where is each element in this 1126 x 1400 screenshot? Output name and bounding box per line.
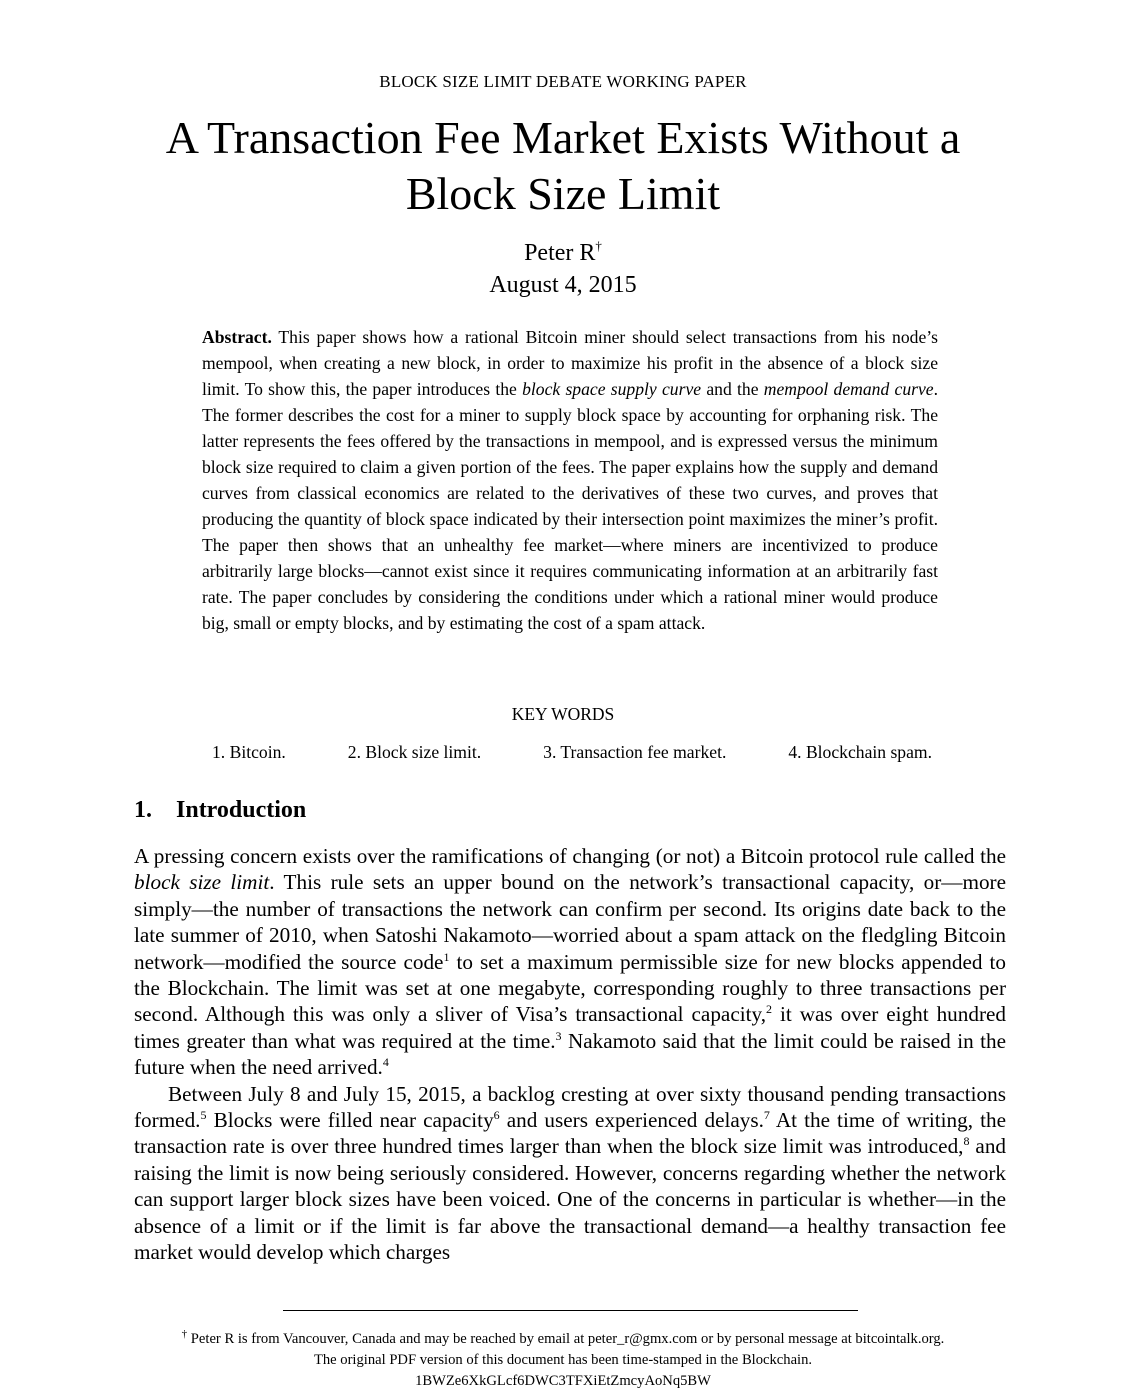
section-number: 1. <box>134 797 152 823</box>
footnote-timestamp: The original PDF version of this document has been time-stamped in the Blockchain. <box>313 1351 813 1368</box>
author-name: Peter R <box>524 240 596 266</box>
section-heading <box>134 797 306 824</box>
section-title: Introduction <box>176 797 307 823</box>
text-run: it was over eight hundred times greater than what was required at the time. <box>134 1002 1006 1053</box>
paragraph <box>134 1081 1006 1266</box>
text-run: Blocks were filled near capacity <box>206 1108 494 1133</box>
keywords-heading: KEY WORDS <box>511 704 615 724</box>
footnote-author <box>0 1324 1126 1350</box>
body-text <box>134 843 1006 1266</box>
text-run: Between July 8 and July 15, 2015, a backlog cresting at over sixty thousand pending transactions formed. <box>134 1081 1006 1133</box>
text-run: to set a maximum permissible size for new blocks appended to the Blockchain. The limit was set at one megabyte, corresponding roughly to three transactions per second. Although this was only a sliver of Visa’s transactional capacity, <box>134 949 1006 1027</box>
italic-term: block size limit <box>134 870 270 895</box>
publication-date: August 4, 2015 <box>489 272 637 298</box>
footnote-divider <box>283 1310 858 1311</box>
running-header: BLOCK SIZE LIMIT DEBATE WORKING PAPER <box>379 72 747 91</box>
keywords-list <box>212 742 932 763</box>
footnotes <box>0 1324 1126 1392</box>
abstract-text: . The former describes the cost for a miner to supply block space by accounting for orphaning risk. The latter represents the fees offered by the transactions in mempool, and is expressed versus the minimum block size required to claim a given portion of the fees. The paper explains how the supply and demand curves from classical economics are related to the derivatives of these two curves, and proves that producing the quantity of block space indicated by their intersection point maximizes the miner’s profit. The paper then shows that an unhealthy fee market—where miners are incentivized to produce arbitrarily large blocks—cannot exist since it requires communicating information at an arbitrarily fast rate. The paper concludes by considering the conditions under which a rational miner would produce big, small or empty blocks, and by estimating the cost of a spam attack. <box>202 379 938 633</box>
footnote-ref: 6 <box>493 1108 500 1122</box>
text-run: and raising the limit is now being seriously considered. However, concerns regarding whether the network can support larger block sizes have been voiced. One of the concerns in particular is whether—in the absence of a limit or if the limit is far above the transactional demand—a healthy transaction fee market would develop which charges <box>134 1134 1007 1265</box>
abstract-term: mempool demand curve <box>763 379 934 399</box>
author-footnote-mark: † <box>595 238 602 253</box>
footnote-ref: 4 <box>382 1055 389 1070</box>
footnote-ref: 1 <box>443 949 450 964</box>
footnote-text: Peter R is from Vancouver, Canada and may be reached by email at peter_r@gmx.com or by personal message at bitcointalk.org. <box>187 1330 945 1347</box>
paper-title: A Transaction Fee Market Exists Without a Block Size Limit <box>165 112 961 219</box>
keyword: 2. Block size limit. <box>347 742 482 762</box>
abstract-text: This paper shows how a rational Bitcoin miner should select transactions from his node’s mempool, when creating a new block, in order to maximize his profit in the absence of a block size limit. To show this, the paper introduces the <box>202 327 938 399</box>
footnote-ref: 5 <box>200 1108 207 1122</box>
keyword: 3. Transaction fee market. <box>543 742 727 762</box>
footnote-ref: 3 <box>555 1028 562 1043</box>
footnote-ref: 2 <box>766 1002 773 1017</box>
abstract <box>202 324 938 636</box>
text-run: At the time of writing, the transaction rate is over three hundred times larger than when the block size limit was introduced, <box>134 1108 1006 1159</box>
footnote-address: 1BWZe6XkGLcf6DWC3TFXiEtZmcyAoNq5BW <box>415 1372 711 1389</box>
text-run: . This rule sets an upper bound on the network’s transactional capacity, or—more simply—the number of transactions the network can confirm per second. Its origins date back to the late summer of 2010, when Satoshi Nakamoto—worried about a spam attack on the fledgling Bitcoin network—modified the source code <box>134 870 1006 974</box>
author <box>0 240 1126 267</box>
abstract-label: Abstract. <box>202 327 272 347</box>
footnote-ref: 7 <box>763 1108 770 1122</box>
footnote-ref: 8 <box>963 1134 970 1149</box>
keyword: 4. Blockchain spam. <box>788 742 932 762</box>
paragraph <box>134 843 1006 1081</box>
text-run: Nakamoto said that the limit could be raised in the future when the need arrived. <box>134 1028 1006 1080</box>
text-run: and users experienced delays. <box>499 1108 764 1133</box>
footnote-mark: † <box>181 1328 188 1340</box>
abstract-term: block space supply curve <box>522 379 702 399</box>
keyword: 1. Bitcoin. <box>212 742 286 762</box>
abstract-text: and the <box>701 379 764 399</box>
text-run: A pressing concern exists over the ramifications of changing (or not) a Bitcoin protocol rule called the <box>134 844 1006 868</box>
